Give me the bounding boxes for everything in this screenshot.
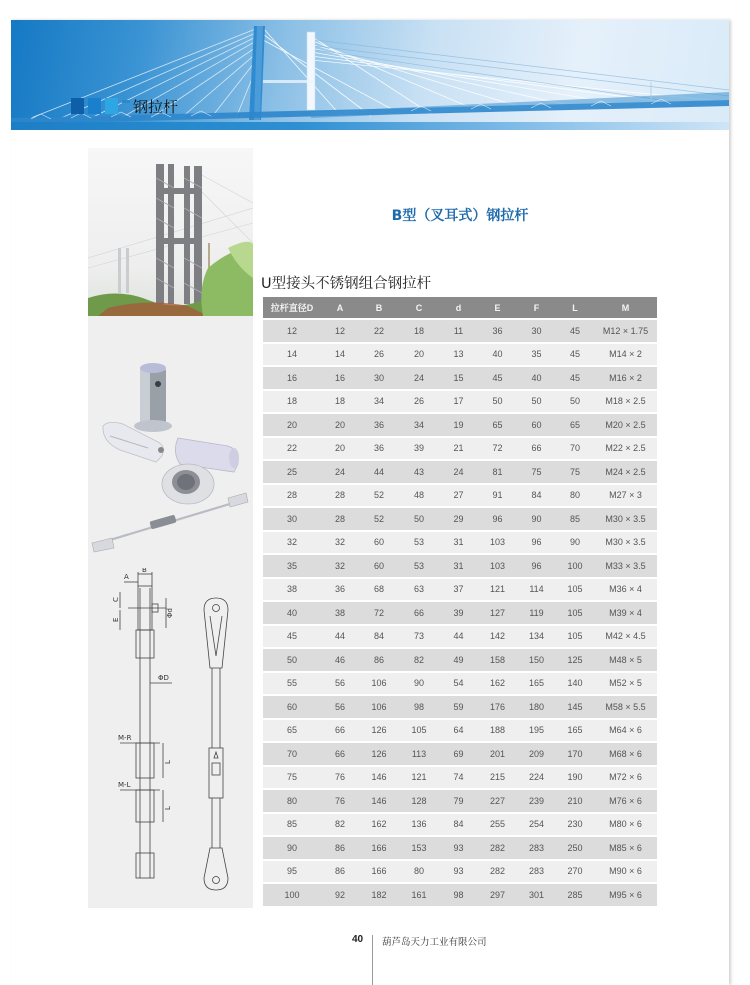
svg-text:L: L: [164, 760, 172, 764]
table-cell: 90: [413, 678, 424, 689]
table-cell: 75: [531, 466, 542, 477]
table-cell: 30: [286, 513, 297, 524]
table-cell: 73: [413, 631, 424, 642]
table-cell: 45: [492, 372, 503, 383]
table-cell: 75: [286, 772, 297, 783]
table-row: [263, 743, 657, 765]
table-cell: M76 × 6: [609, 795, 642, 806]
table-cell: 134: [528, 631, 545, 642]
table-cell: 106: [371, 701, 387, 712]
column-header: M: [621, 302, 630, 313]
table-cell: 37: [453, 584, 464, 595]
table-cell: 136: [411, 819, 427, 830]
table-cell: 128: [411, 795, 427, 806]
table-cell: M42 × 4.5: [605, 631, 646, 642]
table-cell: 98: [413, 701, 424, 712]
table-cell: 76: [334, 772, 345, 783]
table-cell: 36: [492, 325, 503, 336]
table-cell: 29: [453, 513, 464, 524]
table-cell: 27: [453, 490, 464, 501]
table-cell: 96: [531, 560, 542, 571]
table-cell: 15: [453, 372, 464, 383]
table-cell: 14: [334, 349, 345, 360]
svg-text:A: A: [124, 573, 129, 581]
table-cell: 70: [286, 748, 297, 759]
table-cell: 96: [492, 513, 503, 524]
column-header: B: [375, 302, 383, 313]
table-row: [263, 579, 657, 601]
table-cell: 53: [413, 560, 424, 571]
table-cell: 80: [413, 866, 424, 877]
table-cell: 86: [373, 654, 384, 665]
table-cell: 18: [334, 396, 345, 407]
table-cell: 50: [492, 396, 503, 407]
table-cell: 93: [453, 866, 464, 877]
table-cell: M90 × 6: [609, 866, 642, 877]
spec-table: [263, 297, 657, 908]
table-cell: 105: [567, 584, 583, 595]
table-cell: 84: [373, 631, 384, 642]
table-cell: 82: [413, 654, 424, 665]
table-cell: 25: [286, 466, 297, 477]
table-cell: 66: [334, 748, 345, 759]
table-cell: 22: [373, 325, 384, 336]
svg-text:C: C: [112, 597, 120, 602]
table-cell: 142: [489, 631, 506, 642]
table-cell: 20: [413, 349, 424, 360]
left-image-panel: [88, 148, 253, 908]
table-cell: 18: [286, 396, 297, 407]
table-cell: M20 × 2.5: [605, 419, 646, 430]
table-cell: M14 × 2: [609, 349, 642, 360]
table-cell: 60: [531, 419, 542, 430]
table-cell: 24: [453, 466, 464, 477]
table-cell: 45: [286, 631, 297, 642]
table-cell: 146: [371, 772, 387, 783]
table-cell: 36: [373, 419, 384, 430]
table-cell: 60: [286, 701, 297, 712]
svg-text:E: E: [112, 617, 120, 622]
table-row: [263, 626, 657, 648]
table-cell: 126: [371, 748, 387, 759]
table-body: [263, 320, 657, 906]
table-cell: 114: [529, 584, 544, 595]
table-cell: 121: [489, 584, 506, 595]
table-cell: 92: [334, 889, 345, 900]
table-cell: 90: [286, 842, 297, 853]
table-cell: 34: [413, 419, 424, 430]
table-cell: M85 × 6: [609, 842, 642, 853]
table-cell: 195: [528, 725, 545, 736]
table-row: [263, 461, 657, 483]
table-cell: 54: [453, 678, 464, 689]
table-cell: 46: [334, 654, 345, 665]
table-cell: 80: [286, 795, 297, 806]
table-cell: 53: [413, 537, 424, 548]
table-cell: 16: [334, 372, 345, 383]
table-row: [263, 508, 657, 530]
table-cell: M64 × 6: [609, 725, 642, 736]
table-cell: 30: [531, 325, 542, 336]
table-cell: 35: [286, 560, 297, 571]
table-cell: 297: [489, 889, 506, 900]
table-cell: 150: [528, 654, 545, 665]
product-subtitle: U型接头不锈钢组合钢拉杆: [261, 276, 432, 292]
table-cell: 64: [453, 725, 464, 736]
table-cell: 44: [373, 466, 384, 477]
table-cell: 227: [489, 795, 506, 806]
table-cell: 26: [413, 396, 424, 407]
table-cell: 13: [453, 349, 464, 360]
table-cell: 20: [334, 419, 345, 430]
table-cell: 72: [492, 443, 503, 454]
svg-text:L: L: [164, 806, 172, 810]
table-cell: 100: [284, 889, 300, 900]
table-cell: M16 × 2: [609, 372, 642, 383]
table-row: [263, 485, 657, 507]
table-cell: 90: [531, 513, 542, 524]
table-cell: 39: [413, 443, 424, 454]
table-row: [263, 837, 657, 859]
table-row: [263, 320, 657, 342]
table-cell: 180: [528, 701, 545, 712]
table-cell: 32: [334, 537, 345, 548]
table-row: [263, 767, 657, 789]
table-cell: 106: [371, 678, 387, 689]
tie-rod-parts-render: [88, 338, 253, 558]
bridge-tower-photo: [88, 148, 253, 316]
table-cell: M18 × 2.5: [605, 396, 646, 407]
table-cell: 283: [528, 842, 545, 853]
table-cell: 68: [373, 584, 384, 595]
table-cell: 125: [567, 654, 583, 665]
table-cell: M12 × 1.75: [602, 325, 649, 336]
table-cell: 36: [334, 584, 345, 595]
column-header: E: [494, 302, 501, 313]
table-cell: 80: [569, 490, 580, 501]
svg-text:ΦD: ΦD: [158, 674, 169, 682]
table-cell: 93: [453, 842, 464, 853]
column-header: 拉杆直径D: [270, 303, 314, 313]
table-cell: 254: [528, 819, 545, 830]
table-cell: 182: [371, 889, 387, 900]
table-cell: 188: [489, 725, 506, 736]
table-cell: 11: [453, 325, 464, 336]
table-cell: 48: [413, 490, 424, 501]
banner-bottom-stripe: [11, 122, 729, 130]
table-row: [263, 391, 657, 413]
table-cell: M48 × 5: [609, 654, 642, 665]
table-cell: 45: [569, 325, 580, 336]
table-cell: 50: [286, 654, 297, 665]
table-cell: M95 × 6: [609, 889, 642, 900]
table-cell: 45: [569, 349, 580, 360]
table-cell: 282: [489, 866, 506, 877]
tie-rod-technical-drawing: [88, 568, 253, 898]
table-cell: 72: [373, 607, 384, 618]
table-cell: 209: [528, 748, 545, 759]
table-cell: 85: [569, 513, 580, 524]
table-row: [263, 555, 657, 577]
table-cell: 70: [569, 443, 580, 454]
table-cell: 74: [453, 772, 464, 783]
table-cell: 100: [567, 560, 583, 571]
table-cell: 24: [413, 372, 424, 383]
table-cell: 24: [334, 466, 345, 477]
table-cell: 127: [489, 607, 506, 618]
table-cell: 43: [413, 466, 424, 477]
table-cell: 95: [286, 866, 297, 877]
table-cell: M72 × 6: [609, 772, 642, 783]
table-row: [263, 649, 657, 671]
table-cell: 79: [453, 795, 464, 806]
table-cell: M30 × 3.5: [605, 537, 646, 548]
table-cell: 81: [492, 466, 503, 477]
table-cell: 44: [334, 631, 345, 642]
table-cell: 38: [334, 607, 345, 618]
table-cell: 28: [334, 490, 345, 501]
table-row: [263, 861, 657, 883]
table-cell: 283: [528, 866, 545, 877]
section-title: 钢拉杆: [133, 97, 179, 116]
table-cell: 282: [489, 842, 506, 853]
column-header: A: [336, 302, 344, 313]
table-cell: 19: [453, 419, 464, 430]
table-cell: 82: [334, 819, 345, 830]
table-cell: 65: [492, 419, 503, 430]
table-row: [263, 720, 657, 742]
table-cell: M68 × 6: [609, 748, 642, 759]
section-heading: [71, 94, 178, 118]
table-cell: M39 × 4: [609, 607, 642, 618]
table-cell: 153: [411, 842, 427, 853]
table-cell: M80 × 6: [609, 819, 642, 830]
table-cell: 84: [531, 490, 542, 501]
table-cell: 158: [489, 654, 506, 665]
table-cell: 17: [453, 396, 464, 407]
table-cell: 170: [567, 748, 583, 759]
table-cell: 224: [528, 772, 545, 783]
column-header: L: [572, 302, 578, 313]
table-cell: 50: [413, 513, 424, 524]
table-cell: 63: [413, 584, 424, 595]
table-cell: 176: [489, 701, 506, 712]
table-cell: 121: [411, 772, 427, 783]
table-cell: 20: [334, 443, 345, 454]
table-cell: 22: [286, 443, 297, 454]
table-cell: 56: [334, 701, 345, 712]
table-row: [263, 602, 657, 624]
table-cell: 161: [411, 889, 427, 900]
table-cell: 18: [413, 325, 424, 336]
table-cell: 60: [373, 560, 384, 571]
table-cell: 31: [453, 537, 464, 548]
table-cell: 50: [569, 396, 580, 407]
table-cell: 12: [334, 325, 345, 336]
table-cell: 105: [567, 631, 583, 642]
table-cell: 165: [528, 678, 545, 689]
table-cell: 66: [413, 607, 424, 618]
table-cell: 162: [489, 678, 506, 689]
table-row: [263, 344, 657, 366]
table-cell: 56: [334, 678, 345, 689]
table-cell: 301: [528, 889, 545, 900]
table-cell: M22 × 2.5: [605, 443, 646, 454]
svg-text:M-R: M-R: [118, 734, 132, 742]
table-cell: 28: [334, 513, 345, 524]
column-header: d: [455, 302, 462, 313]
table-cell: 38: [286, 584, 297, 595]
table-cell: 60: [373, 537, 384, 548]
table-cell: M58 × 5.5: [605, 701, 646, 712]
table-cell: 190: [567, 772, 583, 783]
table-header-row: [263, 297, 657, 318]
table-cell: 59: [453, 701, 464, 712]
table-cell: 52: [373, 490, 384, 501]
table-row: [263, 884, 657, 906]
table-cell: 201: [489, 748, 506, 759]
table-row: [263, 696, 657, 718]
table-cell: 230: [567, 819, 583, 830]
table-cell: 90: [569, 537, 580, 548]
table-cell: 75: [569, 466, 580, 477]
table-cell: 69: [453, 748, 464, 759]
table-cell: 55: [286, 678, 297, 689]
table-cell: M36 × 4: [609, 584, 642, 595]
table-cell: 146: [371, 795, 387, 806]
table-row: [263, 790, 657, 812]
table-cell: 66: [531, 443, 542, 454]
column-header: C: [415, 302, 423, 313]
table-cell: 165: [567, 725, 583, 736]
table-cell: M30 × 3.5: [605, 513, 646, 524]
table-cell: 50: [531, 396, 542, 407]
page-number: 40: [352, 934, 364, 945]
table-cell: 65: [569, 419, 580, 430]
table-cell: 39: [453, 607, 464, 618]
table-cell: 26: [373, 349, 384, 360]
table-cell: 103: [489, 537, 506, 548]
company-name: 葫芦岛天力工业有限公司: [382, 937, 487, 948]
table-cell: 270: [567, 866, 583, 877]
table-cell: 239: [528, 795, 545, 806]
table-cell: 119: [529, 607, 544, 618]
product-title: B型（叉耳式）钢拉杆: [391, 208, 529, 224]
header-banner: [11, 20, 729, 130]
table-cell: 49: [453, 654, 464, 665]
table-cell: 105: [411, 725, 427, 736]
table-cell: 12: [286, 325, 297, 336]
table-cell: 210: [567, 795, 583, 806]
dash-icon: [122, 100, 130, 103]
table-row: [263, 673, 657, 695]
table-cell: 103: [489, 560, 506, 571]
table-cell: 30: [373, 372, 384, 383]
table-cell: 140: [567, 678, 583, 689]
table-cell: M24 × 2.5: [605, 466, 646, 477]
table-cell: 86: [334, 866, 345, 877]
table-cell: 66: [334, 725, 345, 736]
table-cell: M27 × 3: [609, 490, 642, 501]
table-cell: M52 × 5: [609, 678, 642, 689]
table-cell: 105: [567, 607, 583, 618]
table-cell: 86: [334, 842, 345, 853]
table-cell: 31: [453, 560, 464, 571]
table-cell: 84: [453, 819, 464, 830]
table-cell: 255: [489, 819, 506, 830]
table-cell: 44: [453, 631, 464, 642]
table-cell: 45: [569, 372, 580, 383]
table-cell: 34: [373, 396, 384, 407]
table-cell: 65: [286, 725, 297, 736]
table-cell: 21: [453, 443, 464, 454]
table-cell: 126: [371, 725, 387, 736]
table-row: [263, 532, 657, 554]
table-cell: 98: [453, 889, 464, 900]
table-cell: 215: [489, 772, 506, 783]
svg-text:M-L: M-L: [118, 781, 131, 789]
table-cell: 250: [567, 842, 583, 853]
table-row: [263, 414, 657, 436]
square-icon: [71, 98, 84, 114]
table-cell: 16: [286, 372, 297, 383]
table-cell: 285: [567, 889, 583, 900]
table-cell: 32: [286, 537, 297, 548]
table-cell: 145: [567, 701, 583, 712]
table-cell: M33 × 3.5: [605, 560, 646, 571]
table-cell: 96: [531, 537, 542, 548]
footer-divider: [372, 935, 373, 985]
table-row: [263, 438, 657, 460]
table-cell: 166: [371, 866, 387, 877]
table-cell: 36: [373, 443, 384, 454]
table-cell: 40: [492, 349, 503, 360]
table-cell: 20: [286, 419, 297, 430]
table-cell: 91: [492, 490, 503, 501]
table-cell: 32: [334, 560, 345, 571]
svg-text:Φd: Φd: [166, 608, 174, 618]
table-cell: 85: [286, 819, 297, 830]
svg-text:B: B: [142, 568, 147, 574]
table-cell: 28: [286, 490, 297, 501]
table-cell: 14: [286, 349, 297, 360]
table-row: [263, 814, 657, 836]
table-cell: 113: [411, 748, 427, 759]
square-icon: [88, 98, 101, 114]
table-cell: 166: [371, 842, 387, 853]
square-icon: [105, 98, 118, 114]
table-cell: 162: [371, 819, 387, 830]
table-cell: 52: [373, 513, 384, 524]
table-cell: 76: [334, 795, 345, 806]
table-cell: 40: [531, 372, 542, 383]
table-cell: 40: [286, 607, 297, 618]
table-row: [263, 367, 657, 389]
column-header: F: [533, 302, 540, 313]
table-cell: 35: [531, 349, 542, 360]
